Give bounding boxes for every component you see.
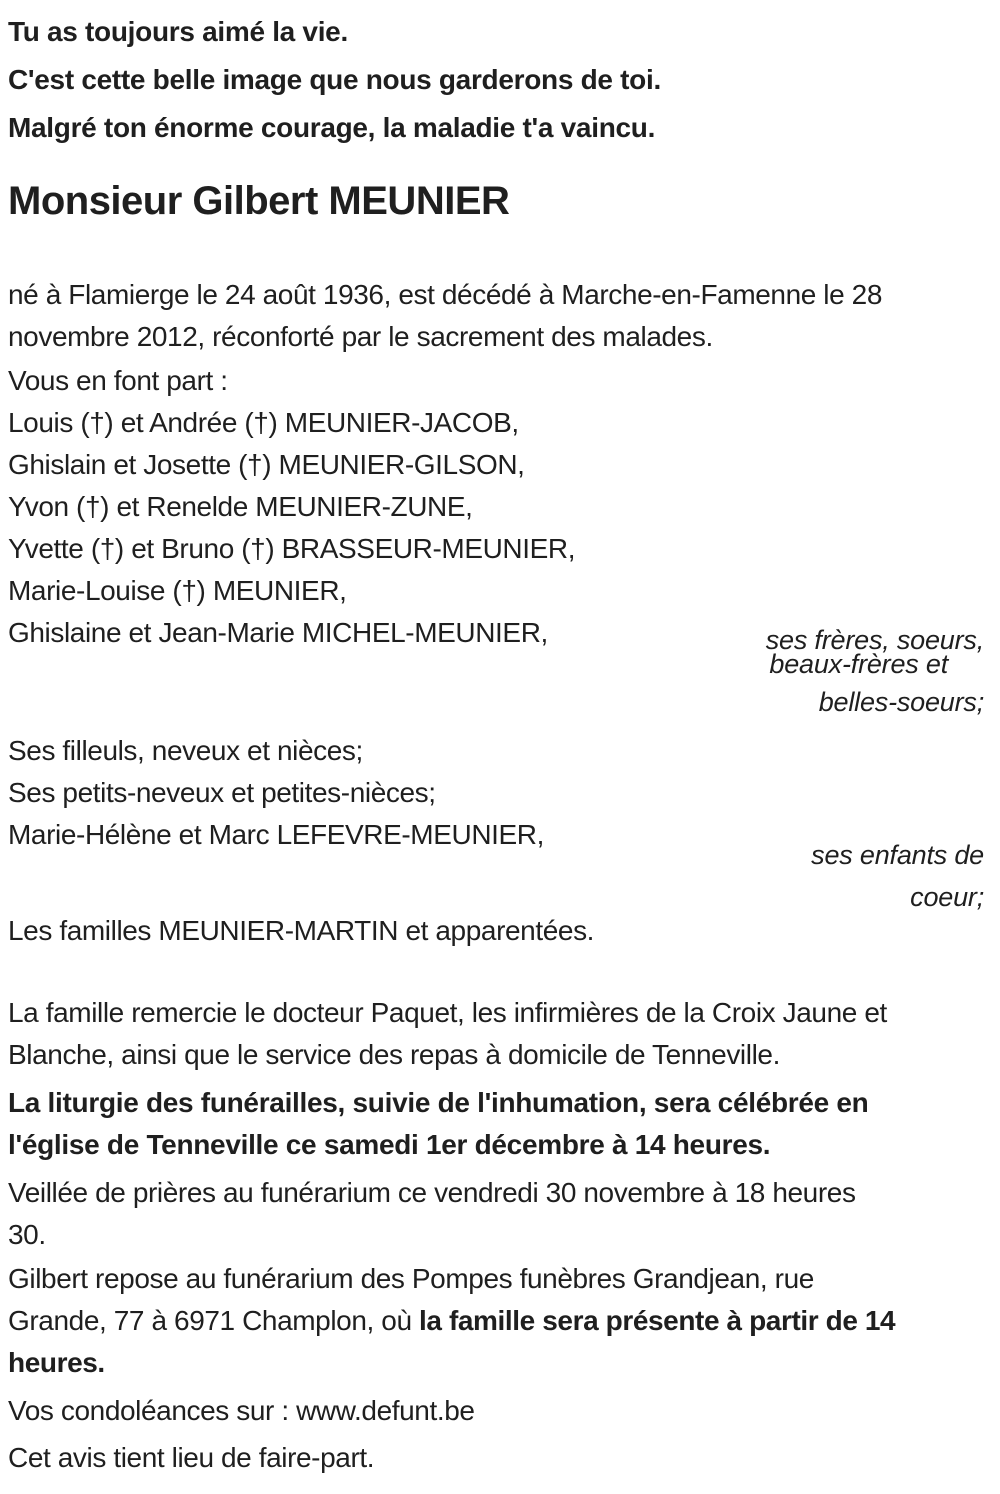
family-name-row: Marie-Louise (†) MEUNIER, xyxy=(8,575,347,606)
family-name-row: Ghislain et Josette (†) MEUNIER-GILSON, xyxy=(8,449,525,480)
thanks-paragraph xyxy=(8,992,984,1076)
liturgy-line-1: La liturgie des funérailles, suivie de l'inhumation, sera célébrée en xyxy=(8,1087,869,1118)
related-families-line: Les familles MEUNIER-MARTIN et apparentées. xyxy=(8,915,595,946)
thanks-line-2: Blanche, ainsi que le service des repas à domicile de Tenneville. xyxy=(8,1039,780,1070)
mourner-row: Marie-Hélène et Marc LEFEVRE-MEUNIER, xyxy=(8,819,544,850)
relation-siblings-line-1: ses frères, soeurs, xyxy=(765,625,984,655)
deceased-name-title: Monsieur Gilbert MEUNIER xyxy=(8,179,510,223)
epigraph-line-2: C'est cette belle image que nous garderons de toi. xyxy=(8,64,661,95)
liturgy-line-2: l'église de Tenneville ce samedi 1er décembre à 14 heures. xyxy=(8,1129,771,1160)
closing-paragraph xyxy=(8,1437,984,1479)
epigraph-line-3: Malgré ton énorme courage, la maladie t'a vaincu. xyxy=(8,112,656,143)
repose-line-3: heures. xyxy=(8,1347,105,1378)
mourner-row: Ses filleuls, neveux et nièces; xyxy=(8,735,363,766)
closing-line: Cet avis tient lieu de faire-part. xyxy=(8,1442,375,1473)
relation-children-line-2: coeur; xyxy=(910,882,984,912)
family-name-row: Yvon (†) et Renelde MEUNIER-ZUNE, xyxy=(8,491,473,522)
condolences-line: Vos condoléances sur : www.defunt.be xyxy=(8,1395,475,1426)
mourner-row: Ses petits-neveux et petites-nièces; xyxy=(8,777,436,808)
prayer-vigil-paragraph xyxy=(8,1172,984,1256)
condolences-paragraph xyxy=(8,1390,984,1432)
vigil-line-1: Veillée de prières au funérarium ce vendredi 30 novembre à 18 heures xyxy=(8,1177,856,1208)
relation-siblings-line-2: beaux-frères et xyxy=(769,649,948,679)
repose-line-2 xyxy=(8,1300,984,1342)
repose-paragraph xyxy=(8,1258,984,1384)
death-notice xyxy=(8,274,984,358)
announcement-intro: Vous en font part : xyxy=(8,365,228,396)
epigraph xyxy=(8,12,984,148)
repose-line-2-bold: la famille sera présente à partir de 14 xyxy=(419,1305,896,1336)
relation-children-line-1: ses enfants de xyxy=(811,840,984,870)
family-name-row: Yvette (†) et Bruno (†) BRASSEUR-MEUNIER, xyxy=(8,533,576,564)
repose-line-2-normal: Grande, 77 à 6971 Champlon, où xyxy=(8,1305,420,1336)
announcement xyxy=(8,360,984,654)
thanks-line-1: La famille remercie le docteur Paquet, les infirmières de la Croix Jaune et xyxy=(8,997,887,1028)
notice-line-2: novembre 2012, réconforté par le sacrement des malades. xyxy=(8,321,713,352)
epigraph-line-1: Tu as toujours aimé la vie. xyxy=(8,16,348,47)
family-name-row: Louis (†) et Andrée (†) MEUNIER-JACOB, xyxy=(8,407,519,438)
funeral-liturgy-paragraph xyxy=(8,1082,984,1166)
vigil-line-2: 30. xyxy=(8,1219,46,1250)
relation-siblings-line-3: belles-soeurs; xyxy=(818,687,984,717)
notice-line-1: né à Flamierge le 24 août 1936, est décédé à Marche-en-Famenne le 28 xyxy=(8,279,883,310)
family-name-row: Ghislaine et Jean-Marie MICHEL-MEUNIER, xyxy=(8,617,548,648)
related-families xyxy=(8,910,984,952)
repose-line-1: Gilbert repose au funérarium des Pompes funèbres Grandjean, rue xyxy=(8,1263,814,1294)
